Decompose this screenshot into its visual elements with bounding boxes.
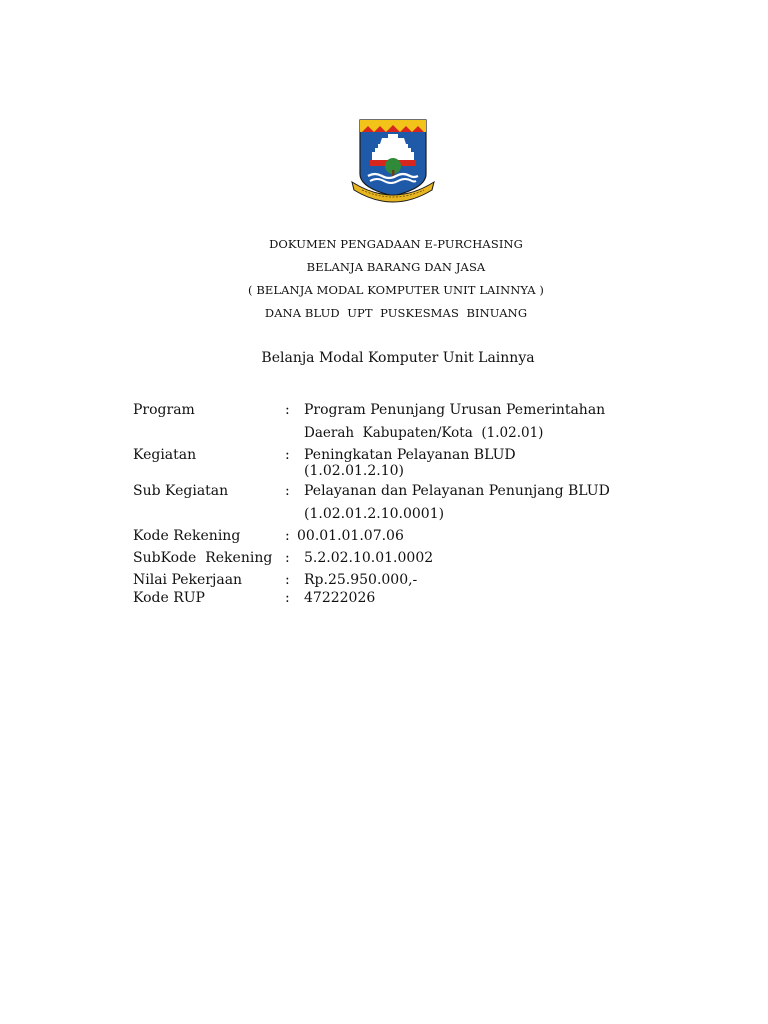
kode-rup-colon: : [285, 590, 290, 606]
program-label: Program [133, 402, 195, 418]
sub-kegiatan-value-line-1: Pelayanan dan Pelayanan Penunjang BLUD [304, 483, 610, 499]
sub-kegiatan-value-line-2: (1.02.01.2.10.0001) [304, 506, 445, 522]
subkode-rekening-label: SubKode Rekening [133, 550, 273, 566]
nilai-pekerjaan-label: Nilai Pekerjaan [133, 572, 243, 588]
coat-of-arms-icon [348, 116, 438, 204]
nilai-pekerjaan-colon: : [285, 572, 290, 588]
subkode-rekening-value: 5.2.02.10.01.0002 [304, 550, 434, 566]
program-value-line-2: Daerah Kabupaten/Kota (1.02.01) [304, 425, 544, 441]
kegiatan-colon: : [285, 447, 290, 463]
subkode-rekening-colon: : [285, 550, 290, 566]
nilai-pekerjaan-value: Rp.25.950.000,- [304, 572, 418, 588]
sub-kegiatan-colon: : [285, 483, 290, 499]
kode-rekening-colon: : [285, 528, 290, 544]
kode-rekening-value: 00.01.01.07.06 [297, 528, 404, 544]
kode-rup-value: 47222026 [304, 590, 376, 606]
kode-rup-label: Kode RUP [133, 590, 205, 606]
kode-rekening-label: Kode Rekening [133, 528, 241, 544]
program-value-line-1: Program Penunjang Urusan Pemerintahan [304, 402, 606, 418]
document-subtitle-line-3: DANA BLUD UPT PUSKESMAS BINUANG [264, 306, 528, 320]
kegiatan-value-line-2: (1.02.01.2.10) [304, 463, 404, 479]
section-heading: Belanja Modal Komputer Unit Lainnya [261, 350, 535, 366]
document-title: DOKUMEN PENGADAAN E-PURCHASING [269, 237, 523, 251]
document-subtitle-line-1: BELANJA BARANG DAN JASA [306, 260, 486, 274]
kegiatan-value-line-1: Peningkatan Pelayanan BLUD [304, 447, 516, 463]
document-subtitle-line-2: ( BELANJA MODAL KOMPUTER UNIT LAINNYA ) [248, 283, 544, 297]
sub-kegiatan-label: Sub Kegiatan [133, 483, 229, 499]
program-colon: : [285, 402, 290, 418]
kegiatan-label: Kegiatan [133, 447, 197, 463]
